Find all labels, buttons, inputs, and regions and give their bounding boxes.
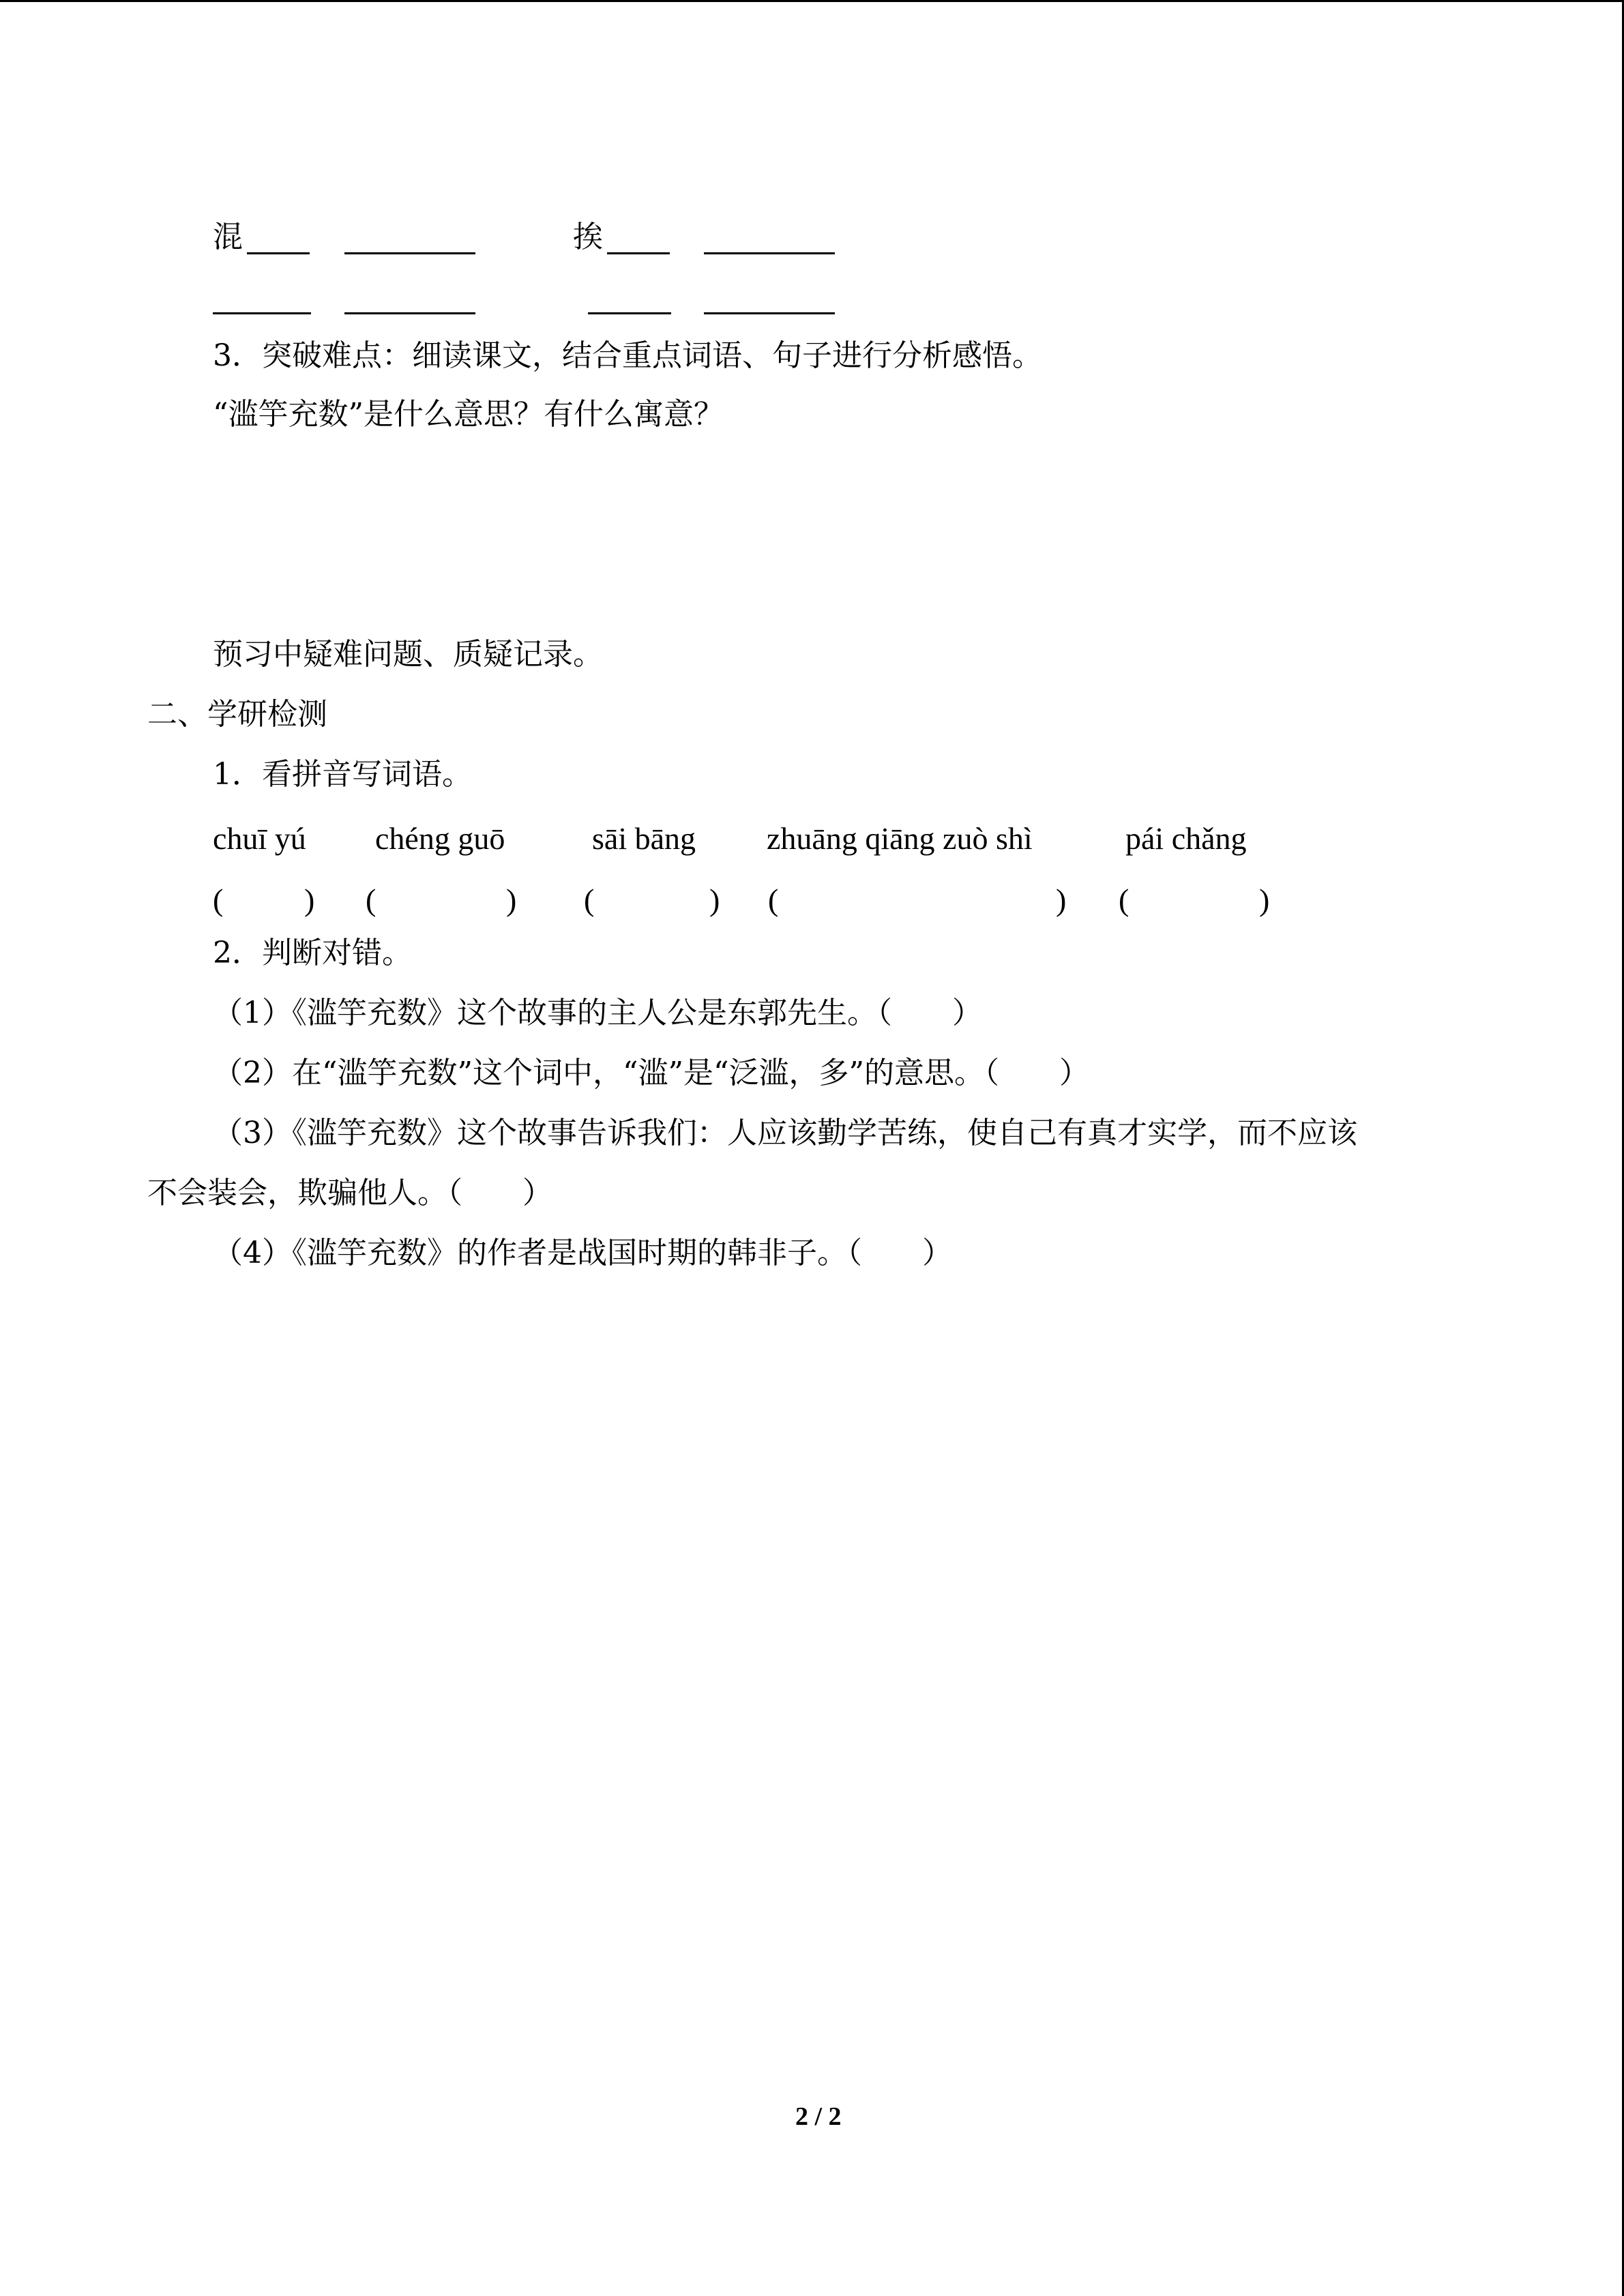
word-char-1: 混	[213, 220, 243, 254]
question-2-title: 2．判断对错。	[213, 936, 412, 970]
blank-line	[247, 252, 310, 254]
pinyin-4: zhuāng qiāng zuò shì	[767, 821, 1033, 856]
blank-line	[607, 252, 670, 254]
word-char-2: 挨	[573, 220, 603, 254]
pinyin-2: chéng guō	[375, 821, 505, 856]
judge-item-2: （2）在“滥竽充数”这个词中，“滥”是“泛滥，多”的意思。（ ）	[213, 1056, 1089, 1090]
answer-paren-open: (	[584, 882, 595, 917]
judge-item-3-cont: 不会装会，欺骗他人。（ ）	[147, 1176, 552, 1210]
question-1-title: 1．看拼音写词语。	[213, 757, 472, 792]
question-3-title: 3．突破难点：细读课文，结合重点词语、句子进行分析感悟。	[213, 338, 1042, 373]
question-3-prompt: “滥竽充数”是什么意思？有什么寓意？	[213, 397, 724, 432]
judge-item-4: （4）《滥竽充数》的作者是战国时期的韩非子。（ ）	[213, 1236, 952, 1270]
section-heading: 二、学研检测	[147, 697, 327, 732]
blank-line	[213, 312, 311, 314]
preview-note: 预习中疑难问题、质疑记录。	[213, 637, 603, 672]
answer-paren-close: )	[506, 882, 517, 917]
answer-paren-open: (	[1119, 882, 1130, 917]
blank-line	[704, 252, 835, 254]
pinyin-3: sāi bāng	[592, 821, 696, 856]
blank-line	[588, 312, 671, 314]
pinyin-5: pái chǎng	[1125, 821, 1247, 856]
top-border	[0, 0, 1624, 2]
answer-paren-open: (	[768, 882, 779, 917]
answer-paren-close: )	[1056, 882, 1067, 917]
blank-line	[344, 252, 475, 254]
judge-item-1: （1）《滥竽充数》这个故事的主人公是东郭先生。（ ）	[213, 996, 982, 1030]
page-number: 2 / 2	[795, 2102, 842, 2131]
answer-paren-close: )	[1259, 882, 1270, 917]
blank-line	[704, 312, 835, 314]
answer-paren-open: (	[366, 882, 377, 917]
answer-paren-close: )	[304, 882, 315, 917]
blank-line	[344, 312, 475, 314]
judge-item-3: （3）《滥竽充数》这个故事告诉我们：人应该勤学苦练，使自己有真才实学，而不应该	[213, 1116, 1357, 1150]
answer-paren-open: (	[213, 882, 224, 917]
pinyin-1: chuī yú	[213, 821, 306, 856]
answer-paren-close: )	[709, 882, 720, 917]
